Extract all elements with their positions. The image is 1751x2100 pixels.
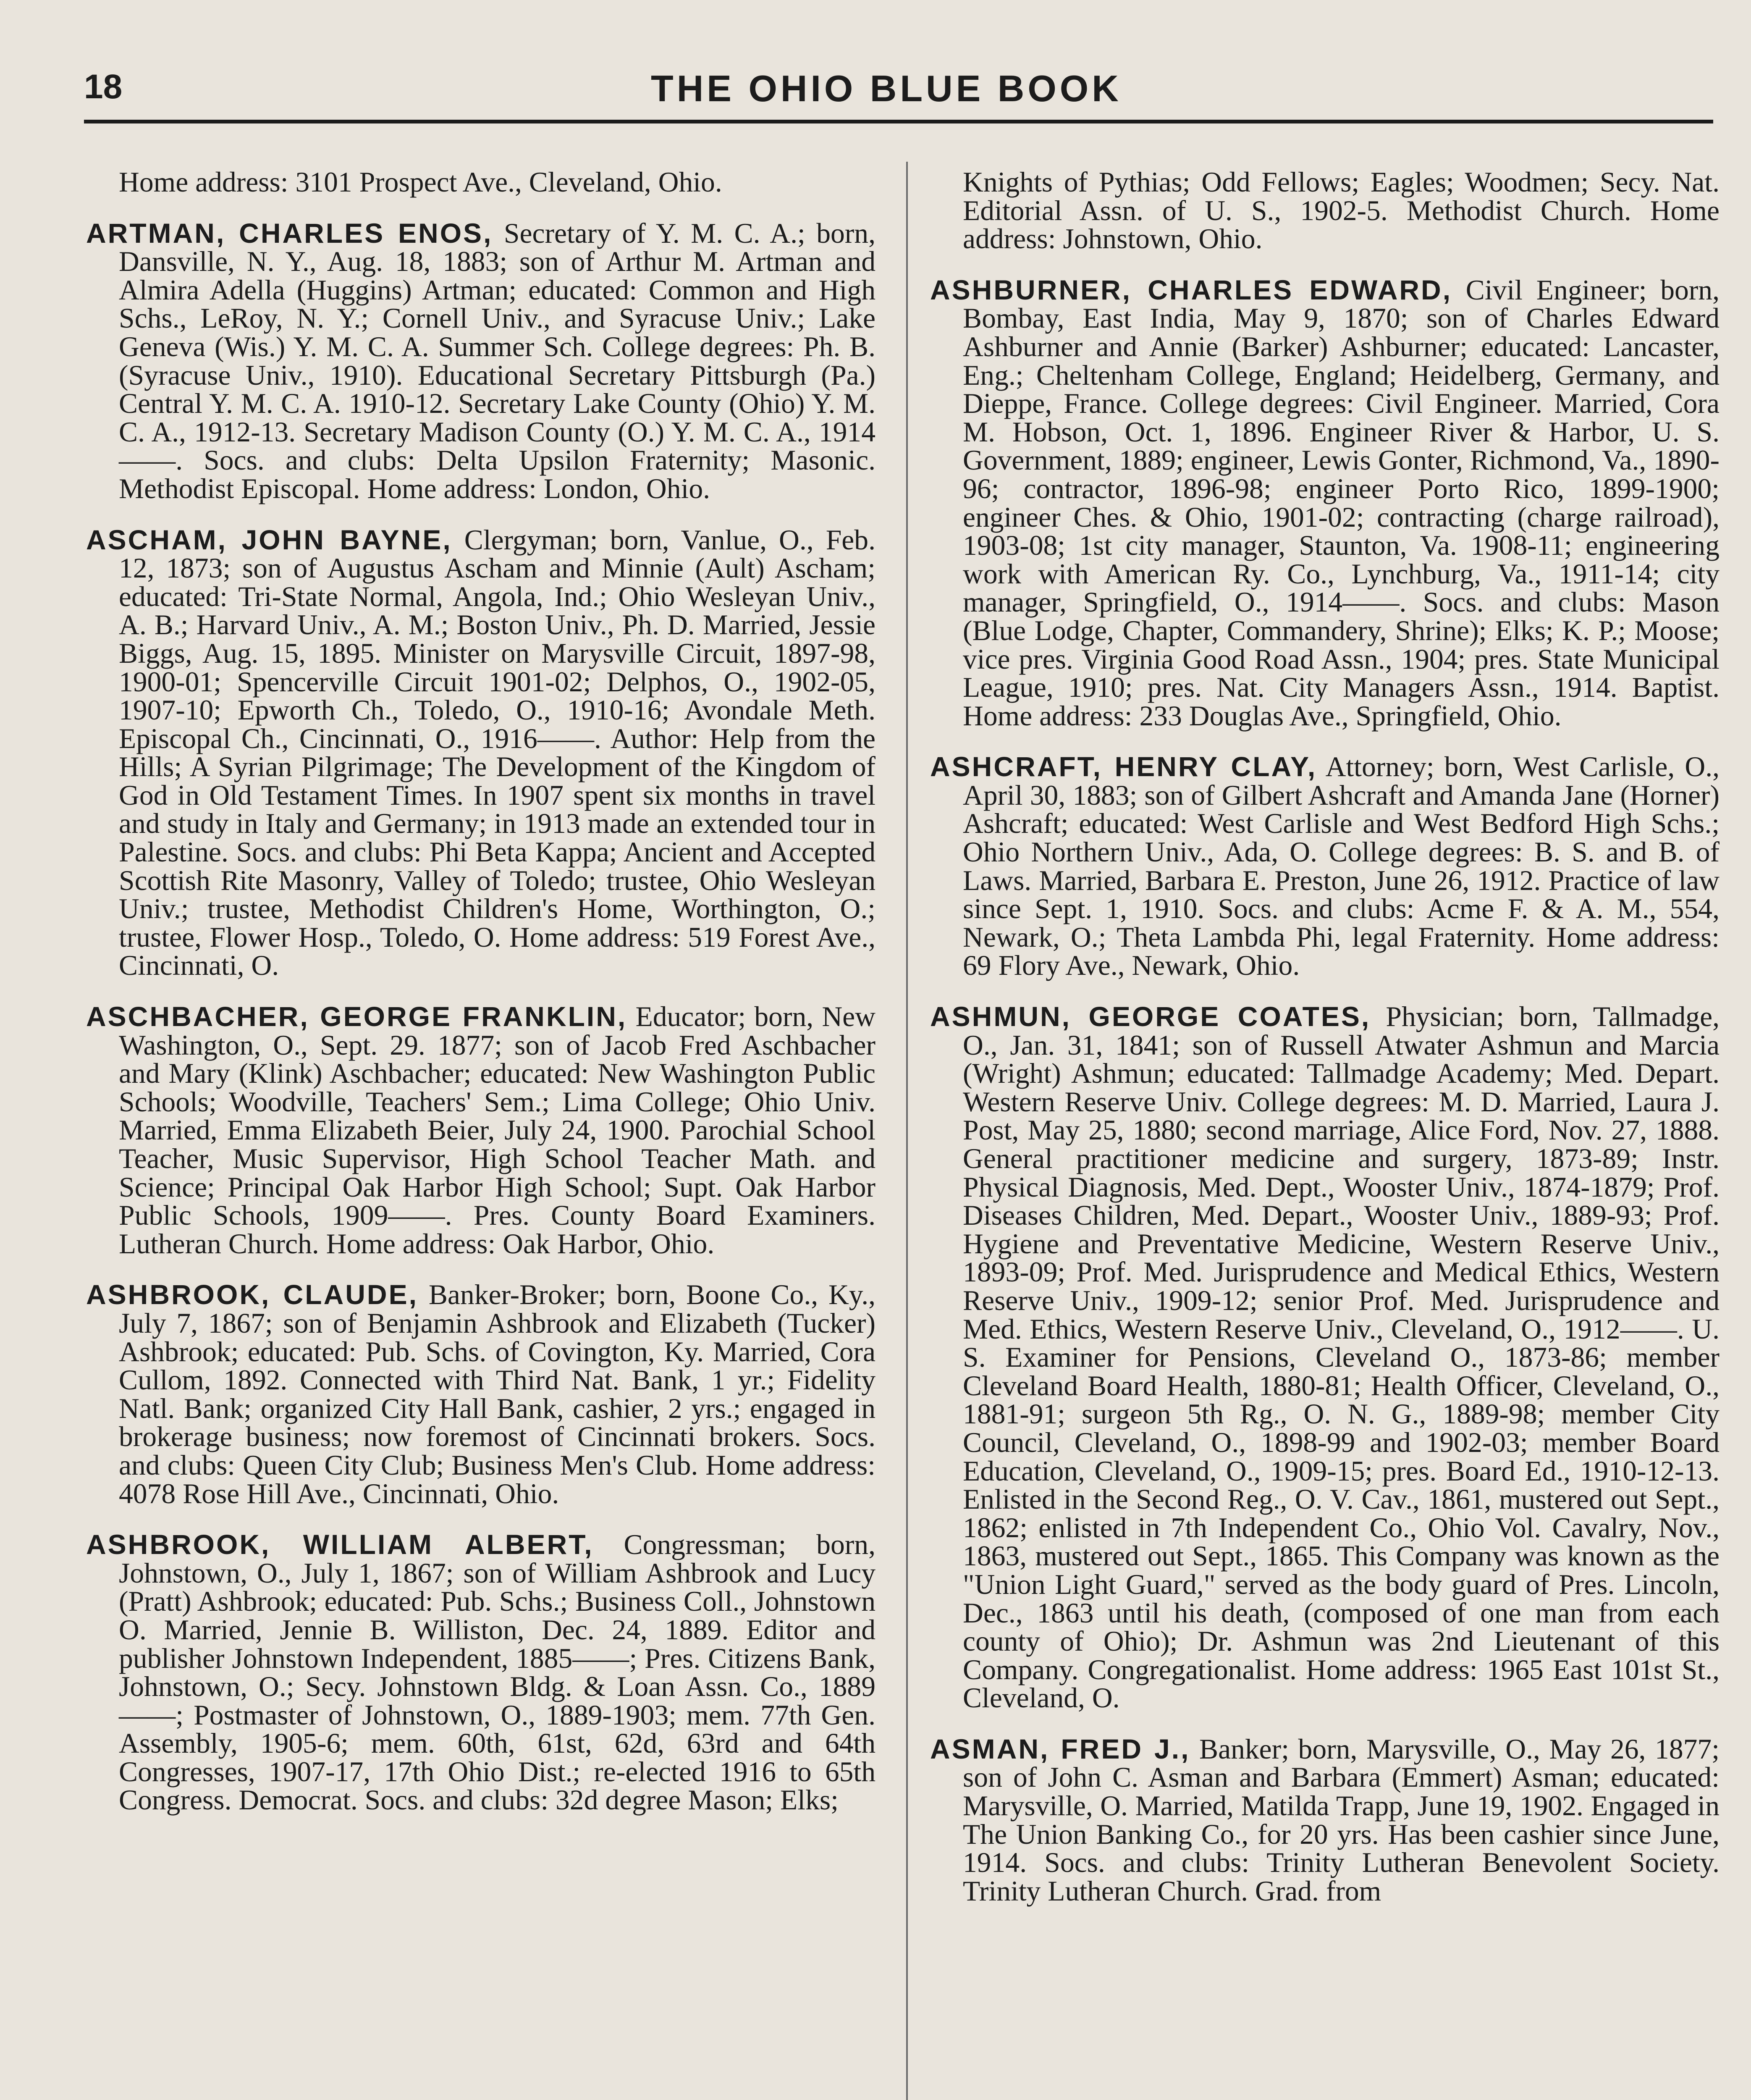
column-divider — [906, 162, 908, 2100]
entry-name: ASMAN, FRED J., — [930, 1733, 1190, 1764]
entry-name: ASCHAM, JOHN BAYNE, — [86, 524, 452, 555]
continued-text: Home address: 3101 Prospect Ave., Cleveland, Ohio. — [119, 166, 722, 198]
entry-name: ASHBROOK, WILLIAM ALBERT, — [86, 1529, 594, 1560]
entry-name: ASHCRAFT, HENRY CLAY, — [930, 751, 1317, 782]
biography-entry — [930, 1735, 1720, 1906]
left-column — [86, 168, 876, 1837]
page-number: 18 — [84, 68, 123, 106]
continued-text: Knights of Pythias; Odd Fellows; Eagles; Woodmen; Secy. Nat. Editorial Assn. of U. S., 1902-5. Methodist Church. Home address: Johnstown, Ohio. — [963, 166, 1720, 255]
entry-text: Congressman; born, Johnstown, O., July 1, 1867; son of William Ashbrook and Lucy (Pratt) Ashbrook; educated: Pub. Schs.; Business Coll., Johnstown O. Married, Jennie B. Williston, Dec. 24, 1889. Editor and publisher Johnstown Independent, 1885——; Pres. Citizens Bank, Johnstown, O.; Secy. Johnstown Bldg. & Loan Assn. Co., 1889——; Postmaster of Johnstown, O., 1889-1903; mem. 77th Gen. Assembly, 1905-6; mem. 60th, 61st, 62d, 63rd and 64th Congresses, 1907-17, 17th Ohio Dist.; re-elected 1916 to 65th Congress. Democrat. Socs. and clubs: 32d degree Mason; Elks; — [119, 1529, 876, 1816]
biography-entry — [86, 526, 876, 980]
page-header — [84, 67, 1713, 118]
biography-entry — [86, 1281, 876, 1508]
entry-text: Educator; born, New Washington, O., Sept. 29. 1877; son of Jacob Fred Aschbacher and Mary (Klink) Aschbacher; educated: New Washington Public Schools; Woodville, Teachers' Sem.; Lima College; Ohio Univ. Married, Emma Elizabeth Beier, July 24, 1900. Parochial School Teacher, Music Supervisor, High School Teacher Math. and Science; Principal Oak Harbor High School; Supt. Oak Harbor Public Schools, 1909——. Pres. County Board Examiners. Lutheran Church. Home address: Oak Harbor, Ohio. — [119, 1001, 876, 1260]
running-head: THE OHIO BLUE BOOK — [651, 68, 1122, 109]
entry-name: ASHMUN, GEORGE COATES, — [930, 1001, 1371, 1032]
entry-text: Clergyman; born, Vanlue, O., Feb. 12, 1873; son of Augustus Ascham and Minnie (Ault) Ascham; educated: Tri-State Normal, Angola, Ind.; Ohio Wesleyan Univ., A. B.; Harvard Univ., A. M.; Boston Univ., Ph. D. Married, Jessie Biggs, Aug. 15, 1895. Minister on Marysville Circuit, 1897-98, 1900-01; Spencerville Circuit 1901-02; Delphos, O., 1902-05, 1907-10; Epworth Ch., Toledo, O., 1910-16; Avondale Meth. Episcopal Ch., Cincinnati, O., 1916——. Author: Help from the Hills; A Syrian Pilgrimage; The Development of the Kingdom of God in Old Testament Times. In 1907 spent six months in travel and study in Italy and Germany; in 1913 made an extended tour in Palestine. Socs. and clubs: Phi Beta Kappa; Ancient and Accepted Scottish Rite Masonry, Valley of Toledo; trustee, Ohio Wesleyan Univ.; trustee, Methodist Children's Home, Worthington, O.; trustee, Flower Hosp., Toledo, O. Home address: 519 Forest Ave., Cincinnati, O. — [119, 524, 876, 982]
entry-text: Banker; born, Marysville, O., May 26, 1877; son of John C. Asman and Barbara (Emmert) Asman; educated: Marysville, O. Married, Matilda Trapp, June 19, 1902. Engaged in The Union Banking Co., for 20 yrs. Has been cashier since June, 1914. Socs. and clubs: Trinity Lutheran Benevolent Society. Trinity Lutheran Church. Grad. from — [963, 1733, 1720, 1907]
biography-entry — [930, 1003, 1720, 1712]
entry-text: Attorney; born, West Carlisle, O., April 30, 1883; son of Gilbert Ashcraft and Amanda Jane (Horner) Ashcraft; educated: West Carlisle and West Bedford High Schs.; Ohio Northern Univ., Ada, O. College degrees: B. S. and B. of Laws. Married, Barbara E. Preston, June 26, 1912. Practice of law since Sept. 1, 1910. Socs. and clubs: Acme F. & A. M., 554, Newark, O.; Theta Lambda Phi, legal Fraternity. Home address: 69 Flory Ave., Newark, Ohio. — [963, 751, 1720, 982]
entry-text: Physician; born, Tallmadge, O., Jan. 31, 1841; son of Russell Atwater Ashmun and Marcia (Wright) Ashmun; educated: Tallmadge Academy; Med. Depart. Western Reserve Univ. College degrees: M. D. Married, Laura J. Post, May 25, 1880; second marriage, Alice Ford, Nov. 27, 1888. General practitioner medicine and surgery, 1873-89; Instr. Physical Diagnosis, Med. Dept., Wooster Univ., 1874-1879; Prof. Diseases Children, Med. Depart., Wooster Univ., 1889-93; Prof. Hygiene and Preventative Medicine, Western Reserve Univ., 1893-09; Prof. Med. Jurisprudence and Medical Ethics, Western Reserve Univ., 1909-12; senior Prof. Med. Jurisprudence and Med. Ethics, Western Reserve Univ., Cleveland, O., 1912——. U. S. Examiner for Pensions, Cleveland O., 1873-86; member Cleveland Board Health, 1880-81; Health Officer, Cleveland, O., 1881-91; surgeon 5th Rg., O. N. G., 1889-98; member City Council, Cleveland, O., 1898-99 and 1902-03; member Board Education, Cleveland, O., 1909-15; pres. Board Ed., 1910-12-13. Enlisted in the Second Reg., O. V. Cav., 1861, mustered out Sept., 1862; enlisted in 7th Independent Co., Ohio Vol. Cavalry, Nov., 1863, mustered out Sept., 1865. This Company was known as the "Union Light Guard," served as the body guard of Pres. Lincoln, Dec., 1863 until his death, (composed of one man from each county of Ohio); Dr. Ashmun was 2nd Lieutenant of this Company. Congregationalist. Home address: 1965 East 101st St., Cleveland, O. — [963, 1001, 1720, 1714]
biography-entry — [86, 1530, 876, 1814]
entry-name: ASHBURNER, CHARLES EDWARD, — [930, 274, 1452, 305]
entry-text: Banker-Broker; born, Boone Co., Ky., July 7, 1867; son of Benjamin Ashbrook and Elizabeth (Tucker) Ashbrook; educated: Pub. Schs. of Covington, Ky. Married, Cora Cullom, 1892. Connected with Third Nat. Bank, 1 yr.; Fidelity Natl. Bank; organized City Hall Bank, cashier, 2 yrs.; engaged in brokerage business; now foremost of Cincinnati brokers. Socs. and clubs: Queen City Club; Business Men's Club. Home address: 4078 Rose Hill Ave., Cincinnati, Ohio. — [119, 1279, 876, 1509]
entry-name: ASHBROOK, CLAUDE, — [86, 1279, 418, 1310]
entry-name: ASCHBACHER, GEORGE FRANKLIN, — [86, 1001, 627, 1032]
header-rule — [84, 120, 1713, 123]
biography-entry — [930, 753, 1720, 980]
entry-text: Civil Engineer; born, Bombay, East India, May 9, 1870; son of Charles Edward Ashburner and Annie (Barker) Ashburner; educated: Lancaster, Eng.; Cheltenham College, England; Heidelberg, Germany, and Dieppe, France. College degrees: Civil Engineer. Married, Cora M. Hobson, Oct. 1, 1896. Engineer River & Harbor, U. S. Government, 1889; engineer, Lewis Gonter, Richmond, Va., 1890-96; contractor, 1896-98; engineer Porto Rico, 1899-1900; engineer Ches. & Ohio, 1901-02; contracting (charge railroad), 1903-08; 1st city manager, Staunton, Va. 1908-11; engineering work with American Ry. Co., Lynchburg, Va., 1911-14; city manager, Springfield, O., 1914——. Socs. and clubs: Mason (Blue Lodge, Chapter, Commandery, Shrine); Elks; K. P.; Moose; vice pres. Virginia Good Road Assn., 1904; pres. State Municipal League, 1910; pres. Nat. City Managers Assn., 1914. Baptist. Home address: 233 Douglas Ave., Springfield, Ohio. — [963, 274, 1720, 732]
right-column — [930, 168, 1720, 1928]
biography-entry — [930, 276, 1720, 730]
biography-entry — [86, 219, 876, 503]
entry-text: Secretary of Y. M. C. A.; born, Dansville, N. Y., Aug. 18, 1883; son of Arthur M. Artman and Almira Adella (Huggins) Artman; educated: Common and High Schs., LeRoy, N. Y.; Cornell Univ., and Syracuse Univ.; Lake Geneva (Wis.) Y. M. C. A. Summer Sch. College degrees: Ph. B. (Syracuse Univ., 1910). Educational Secretary Pittsburgh (Pa.) Central Y. M. C. A. 1910-12. Secretary Lake County (Ohio) Y. M. C. A., 1912-13. Secretary Madison County (O.) Y. M. C. A., 1914——. Socs. and clubs: Delta Upsilon Fraternity; Masonic. Methodist Episcopal. Home address: London, Ohio. — [119, 217, 876, 504]
biography-entry — [86, 1003, 876, 1258]
entry-name: ARTMAN, CHARLES ENOS, — [86, 217, 493, 249]
